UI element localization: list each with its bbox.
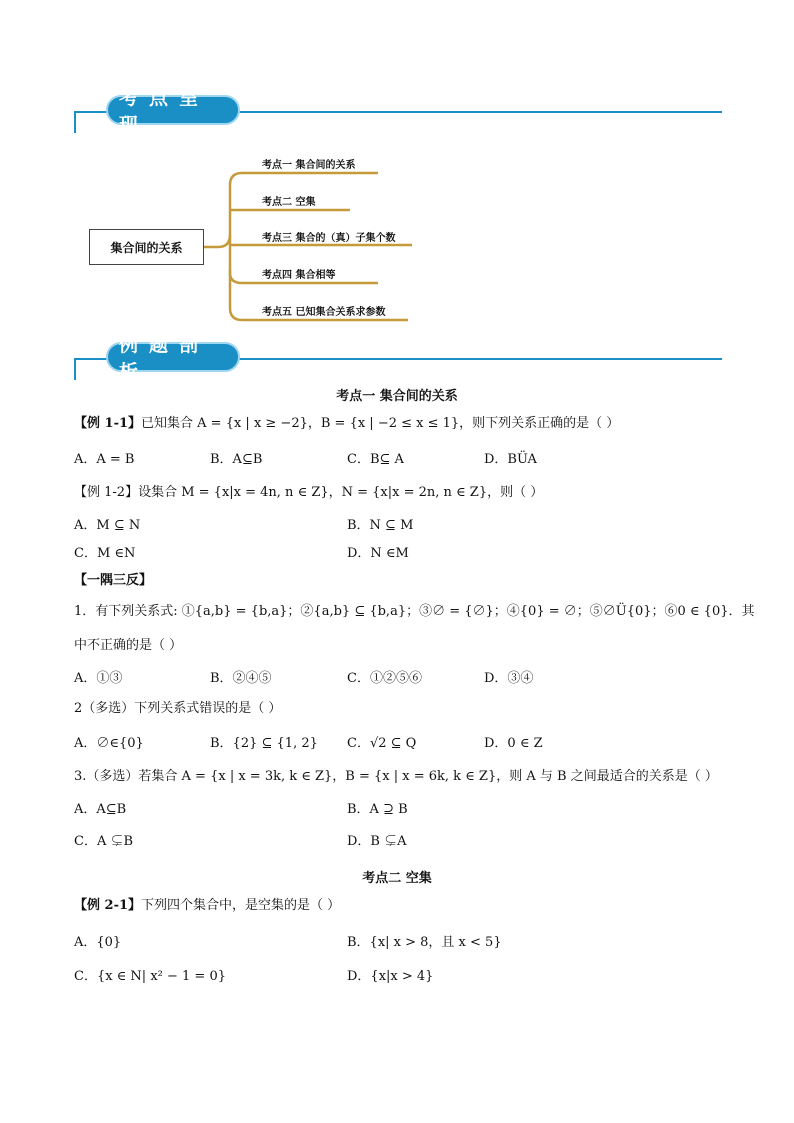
question-stem: [74, 484, 543, 502]
option-b: B．A⊆B: [210, 452, 263, 467]
option-c: C．A ⊊B: [74, 834, 134, 849]
option-a: A．A = B: [74, 452, 135, 467]
option-d: D．0 ∈ Z: [484, 736, 543, 751]
option-d: D．N ∈M: [347, 546, 409, 561]
question-tag: 【例 1-1】: [74, 416, 142, 431]
banner-title: 考点呈现: [119, 87, 210, 136]
option-a: A．A⊆B: [74, 802, 127, 817]
option-b: B．②④⑤: [210, 671, 272, 686]
option-b: B．N ⊆ M: [347, 518, 414, 533]
mindmap-branch: 考点三 集合的（真）子集个数: [262, 233, 396, 244]
option-c: C．√2 ⊆ Q: [347, 736, 417, 751]
question-stem: 2（多选）下列关系式错误的是（ ）: [74, 701, 282, 716]
question-stem: [74, 897, 340, 915]
option-d: D．{x|x > 4}: [347, 969, 434, 984]
question-text: 已知集合 A = {x | x ≥ −2}，B = {x | −2 ≤ x ≤ 1}，则下列关系正确的是（ ）: [141, 416, 620, 431]
option-a: A．∅∈{0}: [74, 736, 144, 751]
option-c: C．B⊆ A: [347, 452, 404, 467]
option-b: B．A ⊇ B: [347, 802, 408, 817]
option-c: C．①②⑤⑥: [347, 671, 422, 686]
question-tag: 【例 1-2】: [74, 485, 139, 500]
question-stem: 3.（多选）若集合 A = {x | x = 3k, k ∈ Z}，B = {x | x = 6k, k ∈ Z}，则 A 与 B 之间最适合的关系是（ ）: [74, 769, 718, 784]
practice-heading: 【一隅三反】: [74, 573, 153, 588]
question-stem: 1．有下列关系式: ①{a,b} = {b,a}；②{a,b} ⊆ {b,a}；③∅ = {∅}；④{0} = ∅；⑤∅Ü{0}；⑥0 ∈ {0}．其: [74, 604, 755, 619]
option-a: A．M ⊆ N: [74, 518, 141, 533]
section-title: 考点二 空集: [362, 871, 432, 886]
option-d: D．BÜA: [484, 452, 537, 467]
option-c: C．M ∈N: [74, 546, 136, 561]
section-title: 考点一 集合间的关系: [336, 389, 458, 404]
mindmap-branch: 考点四 集合相等: [262, 270, 336, 281]
mindmap-branch: 考点一 集合间的关系: [262, 160, 356, 171]
option-a: A．{0}: [74, 935, 122, 950]
option-d: D．③④: [484, 671, 534, 686]
question-text: 设集合 M = {x|x = 4n, n ∈ Z}，N = {x|x = 2n, n ∈ Z}，则（ ）: [138, 485, 544, 500]
mindmap-branch: 考点五 已知集合关系求参数: [262, 307, 386, 318]
banner-rule-tick: [74, 358, 76, 380]
mindmap-root: [89, 229, 204, 265]
option-a: A．①③: [74, 671, 123, 686]
question-stem-continued: 中不正确的是（ ）: [74, 638, 183, 653]
option-c: C．{x ∈ N| x² − 1 = 0}: [74, 969, 226, 984]
option-d: D．B ⊊A: [347, 834, 407, 849]
option-b: B．{x| x > 8，且 x < 5}: [347, 935, 502, 950]
section-banner: [106, 334, 240, 383]
question-tag: 【例 2-1】: [74, 898, 142, 913]
question-stem: [74, 415, 619, 433]
question-text: 下列四个集合中，是空集的是（ ）: [141, 898, 341, 913]
mindmap-connectors: [0, 0, 794, 340]
option-b: B．{2} ⊆ {1, 2}: [210, 736, 318, 751]
banner-title: 例题剖析: [119, 334, 210, 383]
mindmap-root-label: 集合间的关系: [110, 240, 183, 255]
mindmap-branch: 考点二 空集: [262, 197, 316, 208]
